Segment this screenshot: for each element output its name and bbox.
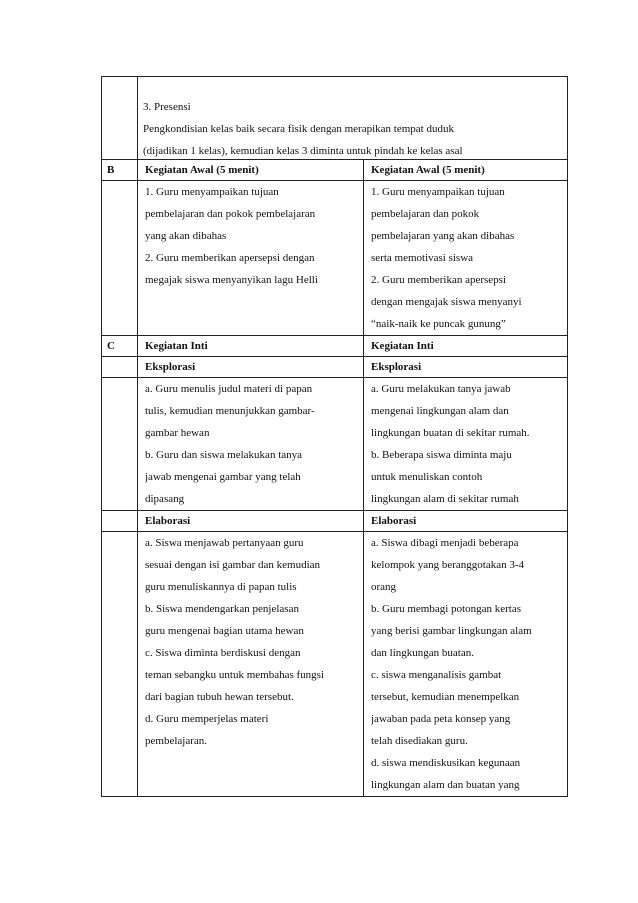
text-line: dari bagian tubuh hewan tersebut.: [145, 691, 294, 703]
text-line: a. Guru menulis judul materi di papan: [145, 383, 313, 395]
text-line: guru mengenai bagian utama hewan: [145, 625, 304, 637]
kegiatan-awal-right-content: [364, 181, 568, 336]
table-row-eksplorasi-header: [102, 357, 568, 378]
text-line: dipasang: [145, 493, 185, 505]
table-row-b-content: [102, 181, 568, 336]
text-line: b. Beberapa siswa diminta maju: [371, 449, 512, 461]
text-line: kelompok yang beranggotakan 3-4: [371, 559, 525, 571]
table-row-c-header: [102, 336, 568, 357]
text-line: 1. Guru menyampaikan tujuan: [371, 186, 505, 198]
text-line: megajak siswa menyanyikan lagu Helli: [145, 274, 318, 286]
presensi-line-1: 3. Presensi: [143, 101, 191, 113]
text-line: tulis, kemudian menunjukkan gambar-: [145, 405, 315, 417]
text-line: dengan mengajak siswa menyanyi: [371, 296, 522, 308]
text-line: d. Guru memperjelas materi: [145, 713, 269, 725]
text-line: pembelajaran yang akan dibahas: [371, 230, 515, 242]
text-line: b. Siswa mendengarkan penjelasan: [145, 603, 299, 615]
empty-cell: [102, 532, 138, 797]
text-line: pembelajaran dan pokok pembelajaran: [145, 208, 316, 220]
kegiatan-inti-left-header: Kegiatan Inti: [138, 336, 364, 357]
presensi-cell: [138, 77, 568, 160]
eksplorasi-right-header: Eksplorasi: [364, 357, 568, 378]
text-line: “naik-naik ke puncak gunung”: [371, 318, 506, 330]
row-letter-c: C: [102, 336, 138, 357]
elaborasi-right-header: Elaborasi: [364, 511, 568, 532]
table-row-elaborasi-header: [102, 511, 568, 532]
text-line: gambar hewan: [145, 427, 210, 439]
text-line: tersebut, kemudian menempelkan: [371, 691, 520, 703]
text-line: mengenai lingkungan alam dan: [371, 405, 509, 417]
table-row-eksplorasi-content: [102, 378, 568, 511]
eksplorasi-left-header: Eksplorasi: [138, 357, 364, 378]
empty-cell: [102, 511, 138, 532]
text-line: lingkungan buatan di sekitar rumah.: [371, 427, 530, 439]
text-line: sesuai dengan isi gambar dan kemudian: [145, 559, 321, 571]
kegiatan-awal-right-header: Kegiatan Awal (5 menit): [364, 160, 568, 181]
text-line: orang: [371, 581, 397, 593]
text-line: jawaban pada peta konsep yang: [371, 713, 511, 725]
text-line: serta memotivasi siswa: [371, 252, 474, 264]
text-line: dan lingkungan buatan.: [371, 647, 474, 659]
eksplorasi-right-content: [364, 378, 568, 511]
elaborasi-right-content: [364, 532, 568, 797]
presensi-line-3: (dijadikan 1 kelas), kemudian kelas 3 diminta untuk pindah ke kelas asal: [143, 145, 463, 157]
text-line: c. siswa menganalisis gambat: [371, 669, 502, 681]
text-line: teman sebangku untuk membahas fungsi: [145, 669, 325, 681]
text-line: yang berisi gambar lingkungan alam: [371, 625, 532, 637]
text-line: b. Guru membagi potongan kertas: [371, 603, 521, 615]
empty-cell: [102, 378, 138, 511]
elaborasi-left-content: [138, 532, 364, 797]
text-line: 2. Guru memberikan apersepsi dengan: [145, 252, 315, 264]
lesson-plan-table: [101, 76, 568, 797]
table-row-b-header: [102, 160, 568, 181]
empty-cell: [102, 357, 138, 378]
text-line: 1. Guru menyampaikan tujuan: [145, 186, 279, 198]
text-line: b. Guru dan siswa melakukan tanya: [145, 449, 303, 461]
text-line: 2. Guru memberikan apersepsi: [371, 274, 507, 286]
kegiatan-inti-right-header: Kegiatan Inti: [364, 336, 568, 357]
text-line: guru menuliskannya di papan tulis: [145, 581, 297, 593]
elaborasi-left-header: Elaborasi: [138, 511, 364, 532]
text-line: c. Siswa diminta berdiskusi dengan: [145, 647, 301, 659]
text-line: jawab mengenai gambar yang telah: [145, 471, 301, 483]
text-line: pembelajaran dan pokok: [371, 208, 480, 220]
presensi-line-2: Pengkondisian kelas baik secara fisik dengan merapikan tempat duduk: [143, 123, 454, 135]
table-row-elaborasi-content: [102, 532, 568, 797]
empty-cell: [102, 181, 138, 336]
text-line: d. siswa mendiskusikan kegunaan: [371, 757, 521, 769]
table-row-presensi: [102, 77, 568, 160]
text-line: yang akan dibahas: [145, 230, 227, 242]
kegiatan-awal-left-header: Kegiatan Awal (5 menit): [138, 160, 364, 181]
text-line: lingkungan alam dan buatan yang: [371, 779, 520, 791]
text-line: pembelajaran.: [145, 735, 207, 747]
text-line: a. Guru melakukan tanya jawab: [371, 383, 511, 395]
text-line: telah disediakan guru.: [371, 735, 468, 747]
eksplorasi-left-content: [138, 378, 364, 511]
text-line: lingkungan alam di sekitar rumah: [371, 493, 519, 505]
text-line: untuk menuliskan contoh: [371, 471, 483, 483]
text-line: a. Siswa dibagi menjadi beberapa: [371, 537, 519, 549]
kegiatan-awal-left-content: [138, 181, 364, 336]
row-letter-b: B: [102, 160, 138, 181]
text-line: a. Siswa menjawab pertanyaan guru: [145, 537, 304, 549]
row-letter-empty: [102, 77, 138, 160]
